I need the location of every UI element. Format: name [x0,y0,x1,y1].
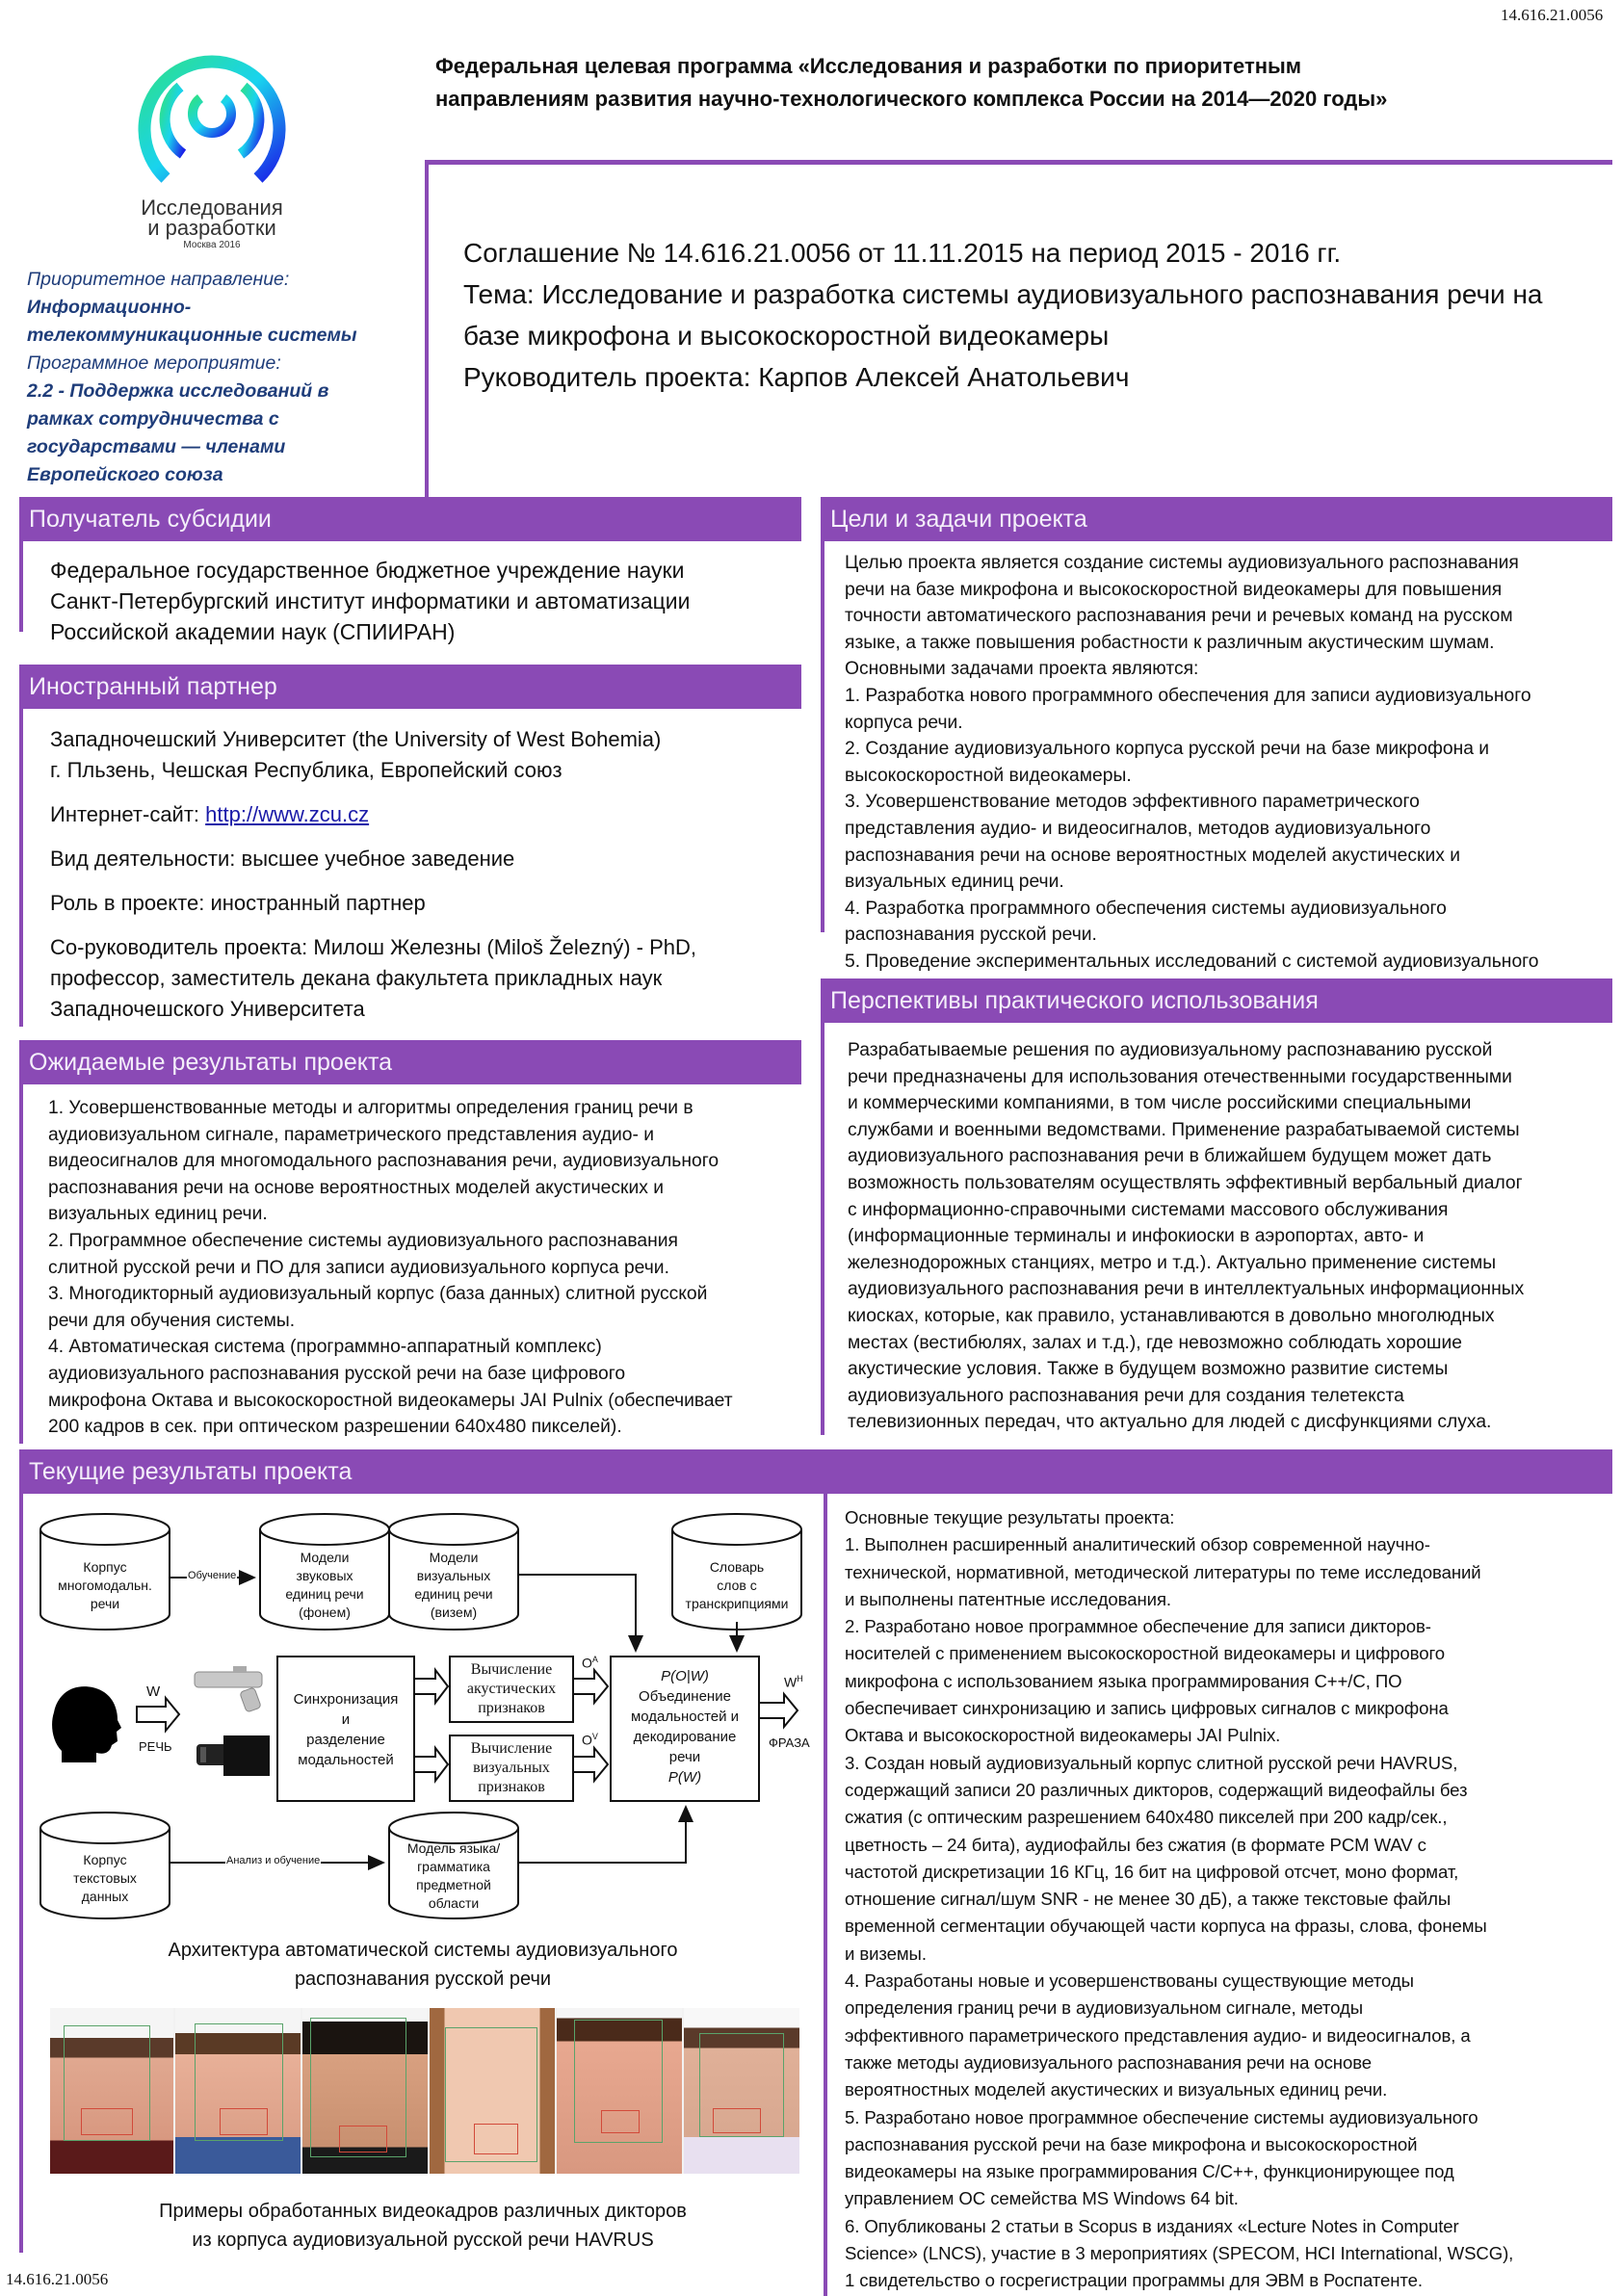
current-line: Основные текущие результаты проекта: [845,1507,1175,1527]
current-line: видеокамеры на языке программирования С/С++, функционирующее под [845,2161,1454,2182]
goals-line: распознавания речи на основе вероятностных моделей акустических и [845,845,1460,866]
box-label: P(O|W) [661,1668,709,1684]
topic-line: Тема: Исследование и разработка системы аудиовизуального распознавания речи на [463,279,1543,309]
box-label: признаков [478,1700,545,1716]
section-header-prospects [821,978,1612,1023]
caption-line: распознавания русской речи [294,1969,552,1990]
prospects-line: киосках, которые, как правило, устанавливаются в довольно многолюдных [848,1305,1495,1326]
priority-value-cont: телекоммуникационные системы [27,325,357,346]
program-event-value-cont1: рамках сотрудничества с [27,408,279,430]
box-label: модальностей и [630,1709,740,1725]
current-line: временной сегментации обучающей части корпуса на фразы, слова, фонемы [845,1916,1487,1937]
label-sup: H [797,1674,803,1683]
prospects-line: акустические условия. Также в будущем возможно развитие системы [848,1359,1449,1380]
db-label: слов с [717,1578,757,1593]
current-line: эффективного параметрического представления аудио- и видеосигналов, а [845,2024,1471,2046]
current-line: 1. Выполнен расширенный аналитический обзор современной научно- [845,1534,1430,1555]
current-line: вероятностных моделей акустических и визуальных единиц речи. [845,2079,1388,2100]
box-label: визуальных [473,1760,550,1776]
speaker-frame-3 [302,2008,428,2174]
agreement-block [463,232,1543,398]
goals-line: 5. Проведение экспериментальных исследований с системой аудиовизуального [845,951,1539,972]
prospects-line: и коммерческими компаниями, в том числе российскими специальными [848,1093,1472,1114]
box-label: модальностей [298,1752,394,1768]
speaker-frame-4 [430,2008,555,2174]
architecture-diagram [23,1500,823,1924]
partner-location: г. Пльзень, Чешская Республика, Европейский союз [50,758,562,782]
current-results-body [845,1504,1620,2295]
prospects-line: телевизионных передач, что актуально для людей с дисфункциями слуха. [848,1412,1492,1433]
box-acoustic-features [450,1660,573,1718]
speaker-frame-2 [175,2008,301,2174]
prospects-line: аудиовизуального распознавания речи для создания телетекста [848,1385,1404,1406]
label-text: W [784,1674,798,1690]
goals-line: точности автоматического распознавания речи и речевых команд на русском [845,606,1513,627]
current-line: сжатия (с оптическим разрешением 640x480 пикселей при 200 кадр/сек., [845,1807,1448,1828]
expected-line: 2. Программное обеспечение системы аудиовизуального распознавания [48,1230,678,1251]
prospects-line: возможность пользователям осуществлять эффективный вербальный диалог [848,1172,1523,1193]
current-line: и выполнены патентные исследования. [845,1588,1171,1609]
db-sound-models [260,1549,389,1622]
current-line: управлением ОС семейства MS Windows 64 bit. [845,2188,1239,2209]
goals-line: Основными задачами проекта являются: [845,659,1199,680]
document-id-bottom: 14.616.21.0056 [6,2270,109,2288]
partner-site [50,799,696,830]
goals-line: Целью проекта является создание системы аудиовизуального распознавания [845,553,1519,573]
current-line: цветность – 24 бита), аудиофайлы без сжатия (в формате PCM WAV с [845,1834,1426,1855]
goals-line: корпуса речи. [845,712,963,733]
section-title: Ожидаемые результаты проекта [29,1048,393,1076]
partner-colead-cont: Западночешского Университета [50,997,365,1021]
current-line: Science» (LNCS), участие в 3 мероприятиях (SPECOM, HCI International, WSCG), [845,2243,1514,2264]
recipient-line: Санкт-Петербургский институт информатики и автоматизации [50,588,691,613]
expected-line: 200 кадров в сек. при оптическом разрешении 640x480 пикселей). [48,1417,622,1438]
partner-body [50,724,696,1025]
title-frame-top [425,160,1612,165]
current-line: обеспечивает синхронизацию и запись цифровых сигналов с микрофона [845,1698,1449,1719]
db-label: Словарь [709,1559,765,1575]
priority-value: Информационно- [27,297,192,318]
prospects-line: Разрабатываемые решения по аудиовизуальному распознаванию русской [848,1040,1493,1060]
label-text: O [582,1655,592,1671]
box-fusion-decoding [611,1666,759,1787]
db-label: грамматика [417,1859,490,1874]
section-border [821,539,824,932]
label-wh [784,1674,803,1690]
program-event-value: 2.2 - Поддержка исследований в [27,380,329,402]
speaker-frames-caption [23,2197,823,2255]
prospects-line: местах (вестибюлях, залах и т.д.), где невозможно соблюдать хорошие [848,1332,1462,1353]
logo [120,39,303,250]
current-line: отношение сигнал/шум SNR - не менее 30 дБ), а также текстовые файлы [845,1889,1452,1910]
current-line: 5. Разработано новое программное обеспечение системы аудиовизуального [845,2106,1478,2127]
box-label: P(W) [667,1769,702,1786]
section-header-goals [821,497,1612,541]
section-title: Цели и задачи проекта [830,505,1087,533]
prospects-line: аудиовизуального распознавания речи в ближайшем будущем может дать [848,1146,1492,1167]
expected-line: аудиовизуального распознавания русской речи на базе цифрового [48,1363,626,1384]
speaker-frame-6 [684,2008,799,2174]
caption-line: из корпуса аудиовизуальной русской речи HAVRUS [192,2230,654,2251]
goals-body [845,550,1615,976]
db-label: Модель языка/ [406,1840,501,1856]
section-border [821,1021,824,1435]
partner-role: Роль в проекте: иностранный партнер [50,891,426,915]
expected-body [48,1095,809,1441]
db-label: Модели [300,1550,350,1565]
goals-line: высокоскоростной видеокамеры. [845,765,1132,786]
project-lead-line: Руководитель проекта: Карпов Алексей Анатольевич [463,362,1130,392]
expected-line: 3. Многодикторный аудиовизуальный корпус (база данных) слитной русской [48,1284,708,1305]
section-title: Получатель субсидии [29,505,272,533]
priority-info [27,266,357,489]
program-title-line1: Федеральная целевая программа «Исследования и разработки по приоритетным [435,54,1302,78]
edge-label-analysis: Анализ и обучение [226,1855,321,1866]
topic-line-cont: базе микрофона и высокоскоростной видеокамеры [463,321,1110,351]
db-label: единиц речи [285,1586,364,1602]
prospects-line: с информационно-справочными системами массового обслуживания [848,1199,1449,1220]
db-text-corpus [40,1851,170,1906]
box-label: Вычисление [470,1661,553,1678]
goals-line: 3. Усовершенствование методов эффективного параметрического [845,792,1420,813]
db-label: Модели [429,1550,479,1565]
current-line: определения границ речи в аудиовизуальном сигнале, методы [845,1997,1363,2019]
partner-colead: Со-руководитель проекта: Милош Железны (Miloš Železný) - PhD, [50,935,696,959]
db-label: речи [90,1596,120,1611]
box-label: разделение [306,1732,385,1748]
current-line: 1 свидетельство о госрегистрации программы для ЭВМ в Роспатенте. [845,2270,1423,2291]
box-label: Вычисление [470,1740,553,1757]
db-label: многомодальн. [58,1578,152,1593]
program-title-line2: направлениям развития научно-технологического комплекса России на 2014—2020 годы» [435,87,1388,111]
box-visual-features [450,1739,573,1797]
recipient-body [50,555,691,647]
label-ov [582,1732,598,1748]
prospects-line: аудиовизуального распознавания речи в интеллектуальных информационных [848,1279,1525,1300]
human-head-silhouette-icon [52,1686,121,1762]
program-event-value-cont3: Европейского союза [27,464,223,485]
section-header-recipient [19,497,801,541]
expected-line: 1. Усовершенствованные методы и алгоритмы определения границ речи в [48,1098,693,1118]
current-line: технической, нормативной, методической литературы по теме исследований [845,1561,1481,1582]
label-sup: A [591,1655,598,1664]
section-header-current [19,1449,1612,1494]
expected-line: распознавания речи на основе вероятностных моделей акустических и [48,1177,664,1198]
current-line: содержащий записи 20 различных дикторов, содержащий видеофайлы без [845,1779,1468,1800]
section-title: Перспективы практического использования [830,986,1319,1014]
db-label: Корпус [83,1559,127,1575]
section-border-right [824,1492,827,2296]
partner-name: Западночешский Университет (the University of West Bohemia) [50,727,662,751]
current-line: микрофона с использованием языка программирования С++/С, ПО [845,1670,1402,1691]
caption-line: Архитектура автоматической системы аудиовизуального [168,1940,678,1961]
current-line: распознавания русской речи на базе микрофона и высокоскоростной [845,2133,1418,2154]
goals-line: визуальных единиц речи. [845,872,1064,893]
goals-line: языке, а также повышения робастности к различным акустическим шумам. [845,632,1495,653]
box-label: акустических [466,1681,557,1697]
prospects-body [848,1037,1618,1436]
box-label: и [341,1711,351,1728]
logo-text-line3: Москва 2016 [183,240,241,250]
current-line: 4. Разработаны новые и усовершенствованы существующие методы [845,1970,1414,1992]
caption-line: Примеры обработанных видеокадров различных дикторов [159,2201,687,2222]
box-label: Синхронизация [293,1691,399,1708]
current-line: частотой дискретизации 16 КГц, 16 бит на цифровой отсчет, моно формат, [845,1861,1459,1882]
prospects-line: железнодорожных станциях, метро и т.д.). Актуально применение системы [848,1252,1497,1273]
current-line: носителей с применением высокоскоростной видеокамеры и цифрового [845,1643,1445,1664]
section-border [19,707,23,1027]
expected-line: слитной русской речи и ПО для записи аудиовизуального корпуса речи. [48,1257,669,1278]
site-label: Интернет-сайт: [50,802,206,826]
current-line: 2. Разработано новое программное обеспечение для записи дикторов- [845,1616,1431,1637]
program-event-label: Программное мероприятие: [27,352,281,374]
db-language-model [389,1839,518,1913]
db-label: визуальных [416,1568,491,1583]
concentric-arcs-logo-icon [120,39,303,193]
title-frame-left [425,160,429,499]
partner-site-link[interactable]: http://www.zcu.cz [205,802,370,826]
section-header-expected [19,1040,801,1084]
db-label: единиц речи [414,1586,493,1602]
expected-line: микрофона Октава и высокоскоростной видеокамеры JAI Pulnix (обеспечивает [48,1390,733,1411]
label-sup: V [591,1732,598,1741]
label-phrase: ФРАЗА [769,1735,810,1750]
db-dictionary [672,1558,801,1613]
db-visual-models [389,1549,518,1622]
edge-label-training: Обучение [188,1570,237,1581]
expected-line: аудиовизуальном сигнале, параметрического представления аудио- и [48,1124,655,1145]
partner-activity: Вид деятельности: высшее учебное заведение [50,847,515,871]
box-label: Объединение [639,1688,731,1705]
speaker-frame-1 [50,2008,173,2174]
current-line: также методы аудиовизуального распознавания речи на основе [845,2051,1373,2073]
video-camera-icon [196,1735,270,1776]
expected-line: 4. Автоматическая система (программно-аппаратный комплекс) [48,1337,602,1358]
expected-line: речи для обучения системы. [48,1310,296,1331]
speaker-frame-5 [557,2008,682,2174]
db-label: текстовых [73,1870,137,1886]
section-title: Иностранный партнер [29,672,277,700]
label-w: W [146,1683,161,1700]
prospects-line: службами и военными ведомствами. Применение разрабатываемой системы [848,1119,1520,1140]
logo-text-line1: Исследования [141,196,283,220]
label-oa [582,1655,598,1671]
db-label: предметной [416,1877,491,1892]
box-label: признаков [478,1779,545,1795]
microphone-icon [195,1666,262,1712]
goals-line: 4. Разработка программного обеспечения системы аудиовизуального [845,898,1447,919]
box-label: декодирование [633,1729,737,1745]
current-line: 6. Опубликованы 2 статьи в Scopus в изданиях «Lecture Notes in Computer [845,2215,1459,2236]
db-label: данных [81,1889,129,1904]
section-border [19,1083,23,1444]
db-label: Корпус [83,1852,127,1867]
speaker-frames-strip [50,2008,799,2174]
current-line: и виземы. [845,1943,927,1964]
box-sync-separation [277,1689,414,1770]
expected-line: видеосигналов для многомодального распознавания речи, аудиовизуального [48,1151,719,1172]
db-label: (визем) [430,1605,478,1620]
recipient-line: Федеральное государственное бюджетное учреждение науки [50,558,685,583]
expected-line: визуальных единиц речи. [48,1204,268,1225]
db-multimodal-corpus [40,1558,170,1613]
db-label: звуковых [296,1568,353,1583]
logo-text-line2: и разработки [147,216,276,240]
agreement-line: Соглашение № 14.616.21.0056 от 11.11.2015 на период 2015 - 2016 гг. [463,238,1342,268]
prospects-line: речи предназначены для использования отечественными государственными [848,1066,1512,1087]
goals-line: 2. Создание аудиовизуального корпуса русской речи на базе микрофона и [845,739,1490,760]
current-line: Октава и высокоскоростной видеокамеры JAI Pulnix. [845,1725,1281,1746]
label-speech: РЕЧЬ [139,1739,172,1754]
db-label: области [428,1895,480,1911]
priority-label: Приоритетное направление: [27,269,290,290]
goals-line: 1. Разработка нового программного обеспечения для записи аудиовизуального [845,685,1531,706]
goals-line: представления аудио- и видеосигналов, методов аудиовизуального [845,818,1431,839]
label-text: O [582,1732,592,1748]
recipient-line: Российской академии наук (СПИИРАН) [50,619,456,644]
goals-line: речи на базе микрофона и высокоскоростной видеокамеры для повышения [845,579,1503,600]
partner-colead-cont: профессор, заместитель декана факультета прикладных наук [50,966,663,990]
section-header-partner [19,665,801,709]
goals-line: распознавания русской речи. [845,925,1097,946]
prospects-line: (информационные терминалы и инфокиоски в аэропортах, авто- и [848,1226,1425,1247]
db-label: (фонем) [299,1605,351,1620]
diagram-caption [23,1936,823,1994]
program-event-value-cont2: государствами — членами [27,436,286,457]
db-label: транскрипциями [685,1596,789,1611]
current-line: 3. Создан новый аудиовизуальный корпус слитной русской речи HAVRUS, [845,1752,1458,1773]
program-title [435,50,1387,116]
box-label: речи [668,1749,701,1765]
section-title: Текущие результаты проекта [29,1457,353,1485]
document-id-top: 14.616.21.0056 [1501,6,1604,24]
section-border [19,539,23,632]
